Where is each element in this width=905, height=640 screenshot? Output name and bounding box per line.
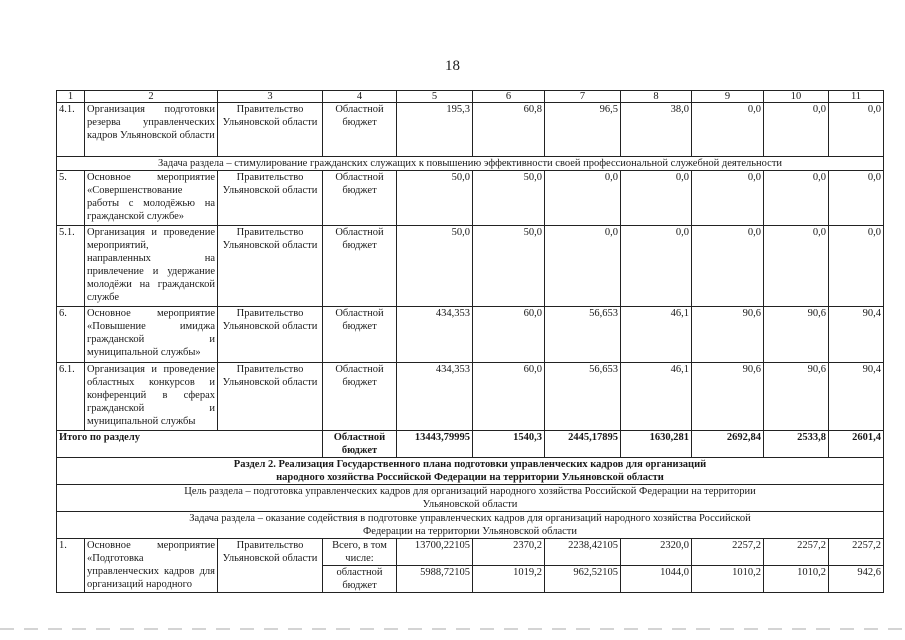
value-cell: 0,0: [764, 103, 829, 157]
total-value: 2601,4: [829, 431, 884, 458]
value-cell: 96,5: [545, 103, 621, 157]
row-number: 6.1.: [57, 363, 85, 431]
activity-name: Основное мероприятие «Подготовка управленческих кадров для организаций народного: [85, 539, 218, 593]
value-cell: 0,0: [692, 226, 764, 307]
value-cell: 60,8: [473, 103, 545, 157]
page-number: 18: [445, 58, 460, 74]
value-cell: 0,0: [692, 103, 764, 157]
section-row: [57, 458, 884, 485]
funding-source: Областной бюджет: [323, 226, 397, 307]
value-cell: 38,0: [621, 103, 692, 157]
split-cell: [397, 539, 473, 593]
value-regional: 942,6: [857, 567, 881, 578]
goal-row: [57, 485, 884, 512]
header-cell: 9: [692, 91, 764, 103]
split-cell: [692, 539, 764, 593]
header-cell: 4: [323, 91, 397, 103]
value-cell: 50,0: [473, 226, 545, 307]
value-cell: 50,0: [397, 226, 473, 307]
value-cell: 0,0: [545, 171, 621, 226]
value-cell: 0,0: [545, 226, 621, 307]
header-cell: 7: [545, 91, 621, 103]
value-cell: 46,1: [621, 307, 692, 363]
total-value: 2445,17895: [545, 431, 621, 458]
header-cell: 2: [85, 91, 218, 103]
value-cell: 90,6: [692, 363, 764, 431]
executor: Правительство Ульяновской области: [218, 363, 323, 431]
section-heading: Раздел 2. Реализация Государственного плана подготовки управленческих кадров для организаций народного хозяйства Российской Федерации на территории Ульяновской области: [57, 458, 884, 485]
total-label: Итого по разделу: [57, 431, 323, 458]
split-cell: [621, 539, 692, 593]
funding-source: Областной бюджет: [323, 171, 397, 226]
funding-source: Областной бюджет: [323, 103, 397, 157]
value-total: 2320,0: [621, 539, 691, 566]
section-task: Задача раздела – стимулирование гражданских служащих к повышению эффективности своей профессиональной служебной деятельности: [57, 157, 884, 171]
total-value: 2533,8: [764, 431, 829, 458]
executor: Правительство Ульяновской области: [218, 307, 323, 363]
value-regional: 1010,2: [732, 567, 761, 578]
header-row: [57, 91, 884, 103]
section-goal: Цель раздела – подготовка управленческих кадров для организаций народного хозяйства Российской Федерации на территории Ульяновской области: [57, 485, 884, 512]
value-cell: 0,0: [829, 171, 884, 226]
activity-name: Основное мероприятие «Повышение имиджа гражданской и муниципальной службы»: [85, 307, 218, 363]
value-cell: 0,0: [764, 226, 829, 307]
value-total: 2370,2: [473, 539, 544, 566]
funding-source: Областной бюджет: [323, 307, 397, 363]
funding-source-total: Всего, в том числе:: [323, 539, 396, 566]
row-number: 1.: [57, 539, 85, 593]
value-cell: 434,353: [397, 307, 473, 363]
header-cell: 11: [829, 91, 884, 103]
value-cell: 90,4: [829, 307, 884, 363]
funding-source-split: [323, 539, 397, 593]
split-cell: [764, 539, 829, 593]
task-row: [57, 157, 884, 171]
total-value: 1540,3: [473, 431, 545, 458]
split-cell: [829, 539, 884, 593]
value-cell: 50,0: [397, 171, 473, 226]
row-number: 5.1.: [57, 226, 85, 307]
value-cell: 90,6: [764, 363, 829, 431]
funding-source: Областной бюджет: [323, 363, 397, 431]
activity-name: Организация подготовки резерва управленческих кадров Ульяновской области: [85, 103, 218, 157]
value-total: 2257,2: [692, 539, 763, 566]
value-regional: 1019,2: [513, 567, 542, 578]
header-cell: 1: [57, 91, 85, 103]
executor: Правительство Ульяновской области: [218, 103, 323, 157]
value-cell: 90,6: [692, 307, 764, 363]
activity-name: Организация и проведение мероприятий, направленных на привлечение и удержание молодёжи на гражданской службе: [85, 226, 218, 307]
value-cell: 46,1: [621, 363, 692, 431]
total-row: [57, 431, 884, 458]
value-cell: 90,4: [829, 363, 884, 431]
value-cell: 434,353: [397, 363, 473, 431]
section-task: Задача раздела – оказание содействия в подготовке управленческих кадров для организаций народного хозяйства Российской Федерации на территории Ульяновской области: [57, 512, 884, 539]
header-cell: 10: [764, 91, 829, 103]
value-cell: 0,0: [829, 226, 884, 307]
table-row: [57, 171, 884, 226]
funding-source-regional: областной бюджет: [336, 567, 383, 591]
value-regional: 1010,2: [797, 567, 826, 578]
value-regional: 1044,0: [660, 567, 689, 578]
value-regional: 5988,72105: [420, 567, 470, 578]
funding-source: Областной бюджет: [323, 431, 397, 458]
activity-name: Организация и проведение областных конкурсов и конференций в сферах гражданской и муниципальной службы: [85, 363, 218, 431]
table-row: [57, 103, 884, 157]
value-cell: 0,0: [692, 171, 764, 226]
executor: Правительство Ульяновской области: [218, 171, 323, 226]
value-cell: 0,0: [621, 171, 692, 226]
value-regional: 962,52105: [573, 567, 618, 578]
value-cell: 0,0: [829, 103, 884, 157]
scan-artifact: [0, 628, 905, 630]
value-cell: 0,0: [764, 171, 829, 226]
total-value: 1630,281: [621, 431, 692, 458]
value-cell: 90,6: [764, 307, 829, 363]
header-cell: 6: [473, 91, 545, 103]
header-cell: 8: [621, 91, 692, 103]
header-cell: 3: [218, 91, 323, 103]
value-total: 2257,2: [829, 539, 883, 566]
value-cell: 60,0: [473, 363, 545, 431]
value-cell: 60,0: [473, 307, 545, 363]
split-cell: [545, 539, 621, 593]
budget-table: [56, 90, 884, 593]
value-cell: 56,653: [545, 307, 621, 363]
executor: Правительство Ульяновской области: [218, 539, 323, 593]
total-value: 2692,84: [692, 431, 764, 458]
row-number: 5.: [57, 171, 85, 226]
row-number: 4.1.: [57, 103, 85, 157]
value-cell: 56,653: [545, 363, 621, 431]
total-value: 13443,79995: [397, 431, 473, 458]
value-cell: 0,0: [621, 226, 692, 307]
table-row: [57, 307, 884, 363]
value-total: 2238,42105: [545, 539, 620, 566]
header-cell: 5: [397, 91, 473, 103]
table-row: [57, 539, 884, 593]
activity-name: Основное мероприятие «Совершенствование работы с молодёжью на гражданской службе»: [85, 171, 218, 226]
split-cell: [473, 539, 545, 593]
table-row: [57, 363, 884, 431]
executor: Правительство Ульяновской области: [218, 226, 323, 307]
row-number: 6.: [57, 307, 85, 363]
value-total: 2257,2: [764, 539, 828, 566]
value-cell: 195,3: [397, 103, 473, 157]
value-cell: 50,0: [473, 171, 545, 226]
value-total: 13700,22105: [397, 539, 472, 566]
table-row: [57, 226, 884, 307]
task-row: [57, 512, 884, 539]
